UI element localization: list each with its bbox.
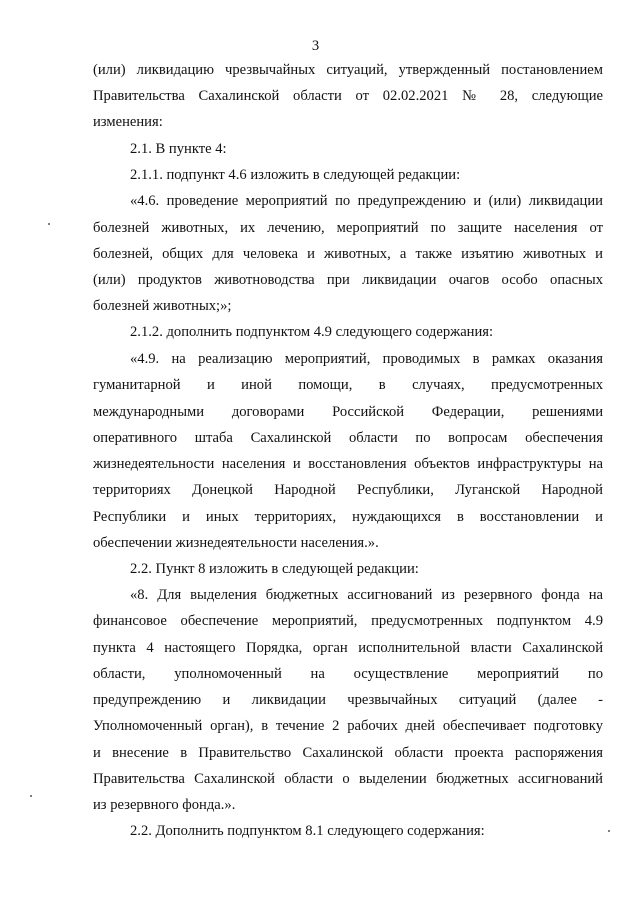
scan-speck — [30, 795, 32, 797]
text-line: 2.1. В пункте 4: — [130, 141, 227, 157]
text-line: 2.2. Пункт 8 изложить в следующей редакции: — [130, 561, 419, 577]
text-line: «8. Для выделения бюджетных ассигнований из резервного фонда на — [130, 587, 603, 603]
text-line: обеспечении жизнедеятельности населения.». — [93, 535, 379, 551]
text-line: Уполномоченный орган), в течение 2 рабочих дней обеспечивает подготовку — [93, 718, 603, 734]
text-line: предупреждению и ликвидации чрезвычайных ситуаций (далее - — [93, 692, 603, 708]
text-line: «4.6. проведение мероприятий по предупреждению и (или) ликвидации — [130, 193, 603, 209]
text-line: 2.1.2. дополнить подпунктом 4.9 следующего содержания: — [130, 324, 494, 340]
text-line: международными договорами Российской Федерации, решениями — [93, 404, 603, 420]
text-line: финансовое обеспечение мероприятий, предусмотренных подпунктом 4.9 — [93, 613, 603, 629]
text-line: (или) продуктов животноводства при ликвидации очагов особо опасных — [93, 272, 603, 288]
text-line: болезней животных, их лечению, мероприятий по защите населения от — [93, 220, 603, 236]
text-line: «4.9. на реализацию мероприятий, проводимых в рамках оказания — [130, 351, 603, 367]
text-line: оперативного штаба Сахалинской области по вопросам обеспечения — [93, 430, 603, 446]
text-line: (или) ликвидацию чрезвычайных ситуаций, утвержденный постановлением — [93, 62, 603, 78]
text-line: болезней, общих для человека и животных, а также изъятию животных и — [93, 246, 603, 262]
text-line: Правительства Сахалинской области о выделении бюджетных ассигнований — [93, 771, 603, 787]
text-line: территориях Донецкой Народной Республики, Луганской Народной — [93, 482, 603, 498]
text-line: области, уполномоченный на осуществление мероприятий по — [93, 666, 603, 682]
text-line: пункта 4 настоящего Порядка, орган исполнительной власти Сахалинской — [93, 640, 603, 656]
text-line: изменения: — [93, 114, 163, 130]
text-line: Правительства Сахалинской области от 02.02.2021 № 28, следующие — [93, 88, 603, 104]
scan-speck — [48, 223, 50, 225]
text-line: 2.1.1. подпункт 4.6 изложить в следующей редакции: — [130, 167, 461, 183]
text-line: гуманитарной и иной помощи, в случаях, предусмотренных — [93, 377, 603, 393]
text-line: 2.2. Дополнить подпунктом 8.1 следующего содержания: — [130, 823, 485, 839]
text-line: Республики и иных территориях, нуждающихся в восстановлении и — [93, 509, 603, 525]
page-number: 3 — [311, 38, 320, 54]
text-line: жизнедеятельности населения и восстановления объектов инфраструктуры на — [93, 456, 603, 472]
text-line: из резервного фонда.». — [93, 797, 236, 813]
scan-speck — [608, 830, 610, 832]
text-line: и внесение в Правительство Сахалинской области проекта распоряжения — [93, 745, 603, 761]
text-line: болезней животных;»; — [93, 298, 232, 314]
